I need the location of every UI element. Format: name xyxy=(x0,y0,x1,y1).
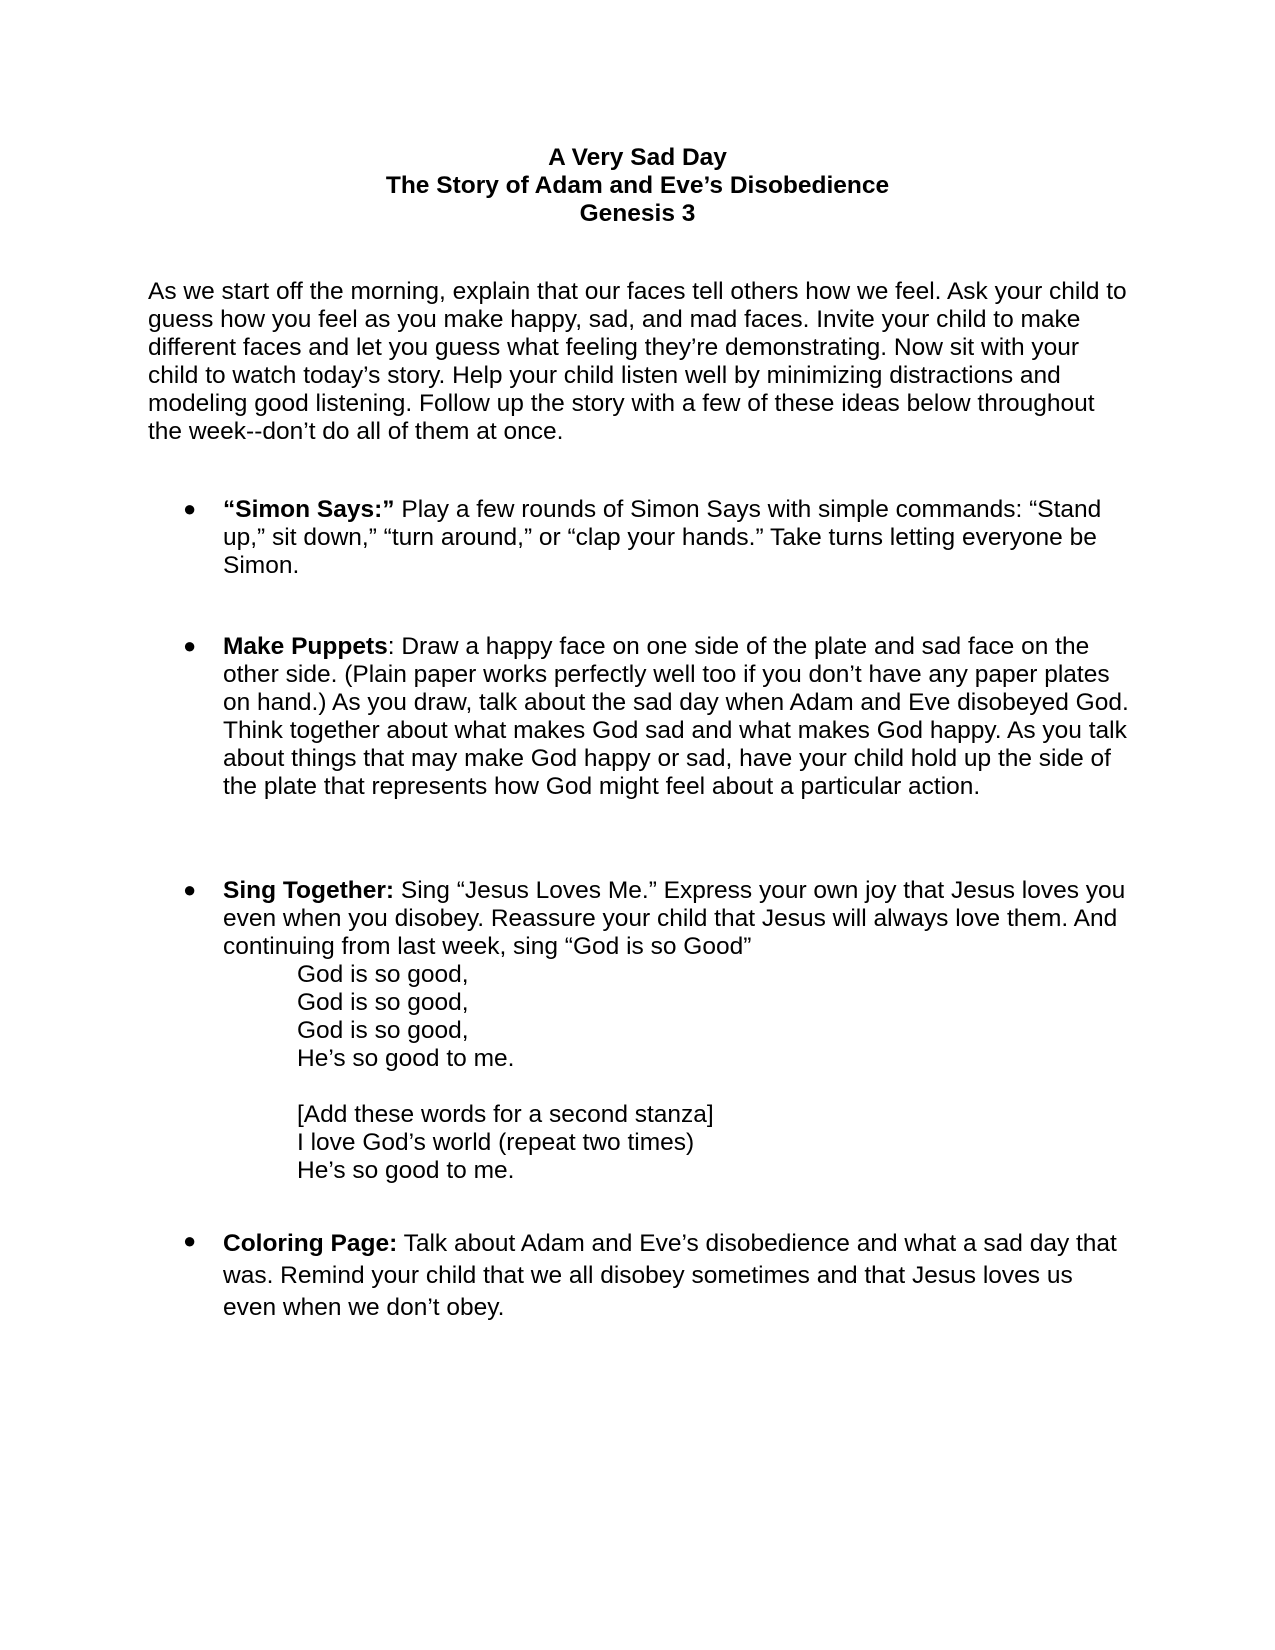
lyric-line: [Add these words for a second stanza] xyxy=(297,1101,714,1128)
activity-body: : Draw a happy face on one side of the plate and sad face on the other side. (Plain paper works perfectly well too if you don’t have any paper plates on hand.) As you draw, talk about the sad day when Adam and Eve disobeyed God. Think together about what makes God sad and what makes God happy. As you talk about things that may make God happy or sad, have your child hold up the side of the plate that represents how God might feel about a particular action. xyxy=(223,633,1129,800)
page-title: A Very Sad Day xyxy=(548,144,727,171)
activity-text xyxy=(223,633,1131,801)
bullet-icon: ● xyxy=(183,877,197,902)
song-lyrics xyxy=(297,961,1131,1185)
activity-simon-says xyxy=(183,496,1131,580)
activity-make-puppets xyxy=(183,633,1131,801)
activity-title: Sing Together: xyxy=(223,877,395,904)
activity-body: Talk about Adam and Eve’s disobedience and what a sad day that was. Remind your child that we all disobey sometimes and that Jesus loves us even when we don’t obey. xyxy=(223,1230,1117,1321)
lyric-line: God is so good, xyxy=(297,1017,469,1044)
activity-text xyxy=(223,877,1131,961)
scripture-reference: Genesis 3 xyxy=(579,200,696,227)
lyric-line: God is so good, xyxy=(297,961,469,988)
stanza-gap xyxy=(297,1073,1131,1101)
activity-title: Make Puppets xyxy=(223,633,388,660)
activity-text xyxy=(223,1228,1131,1324)
lyric-line: He’s so good to me. xyxy=(297,1157,515,1184)
page-subtitle: The Story of Adam and Eve’s Disobedience xyxy=(385,172,890,199)
bullet-icon: ● xyxy=(183,633,197,658)
activity-coloring-page xyxy=(183,1228,1131,1324)
title-block xyxy=(0,144,1275,228)
activity-text xyxy=(223,496,1131,580)
activity-title: Coloring Page: xyxy=(223,1230,398,1257)
activity-body: Sing “Jesus Loves Me.” Express your own joy that Jesus loves you even when you disobey. Reassure your child that Jesus will always love them. And continuing from last week, sing “God is so Good” xyxy=(223,877,1126,960)
activity-sing-together xyxy=(183,877,1131,1185)
bullet-icon: ● xyxy=(183,496,197,521)
activity-title: “Simon Says:” xyxy=(223,496,395,523)
lyric-line: God is so good, xyxy=(297,989,469,1016)
bullet-icon: ● xyxy=(183,1228,197,1253)
intro-paragraph: As we start off the morning, explain that our faces tell others how we feel. Ask your child to guess how you feel as you make happy, sad, and mad faces. Invite your child to make different faces and let you guess what feeling they’re demonstrating. Now sit with your child to watch today’s story. Help your child listen well by minimizing distractions and modeling good listening. Follow up the story with a few of these ideas below throughout the week--don’t do all of them at once. xyxy=(148,278,1127,445)
activity-body: Play a few rounds of Simon Says with simple commands: “Stand up,” sit down,” “turn around,” or “clap your hands.” Take turns letting everyone be Simon. xyxy=(223,496,1102,579)
lyric-line: He’s so good to me. xyxy=(297,1045,515,1072)
lyric-line: I love God’s world (repeat two times) xyxy=(297,1129,695,1156)
